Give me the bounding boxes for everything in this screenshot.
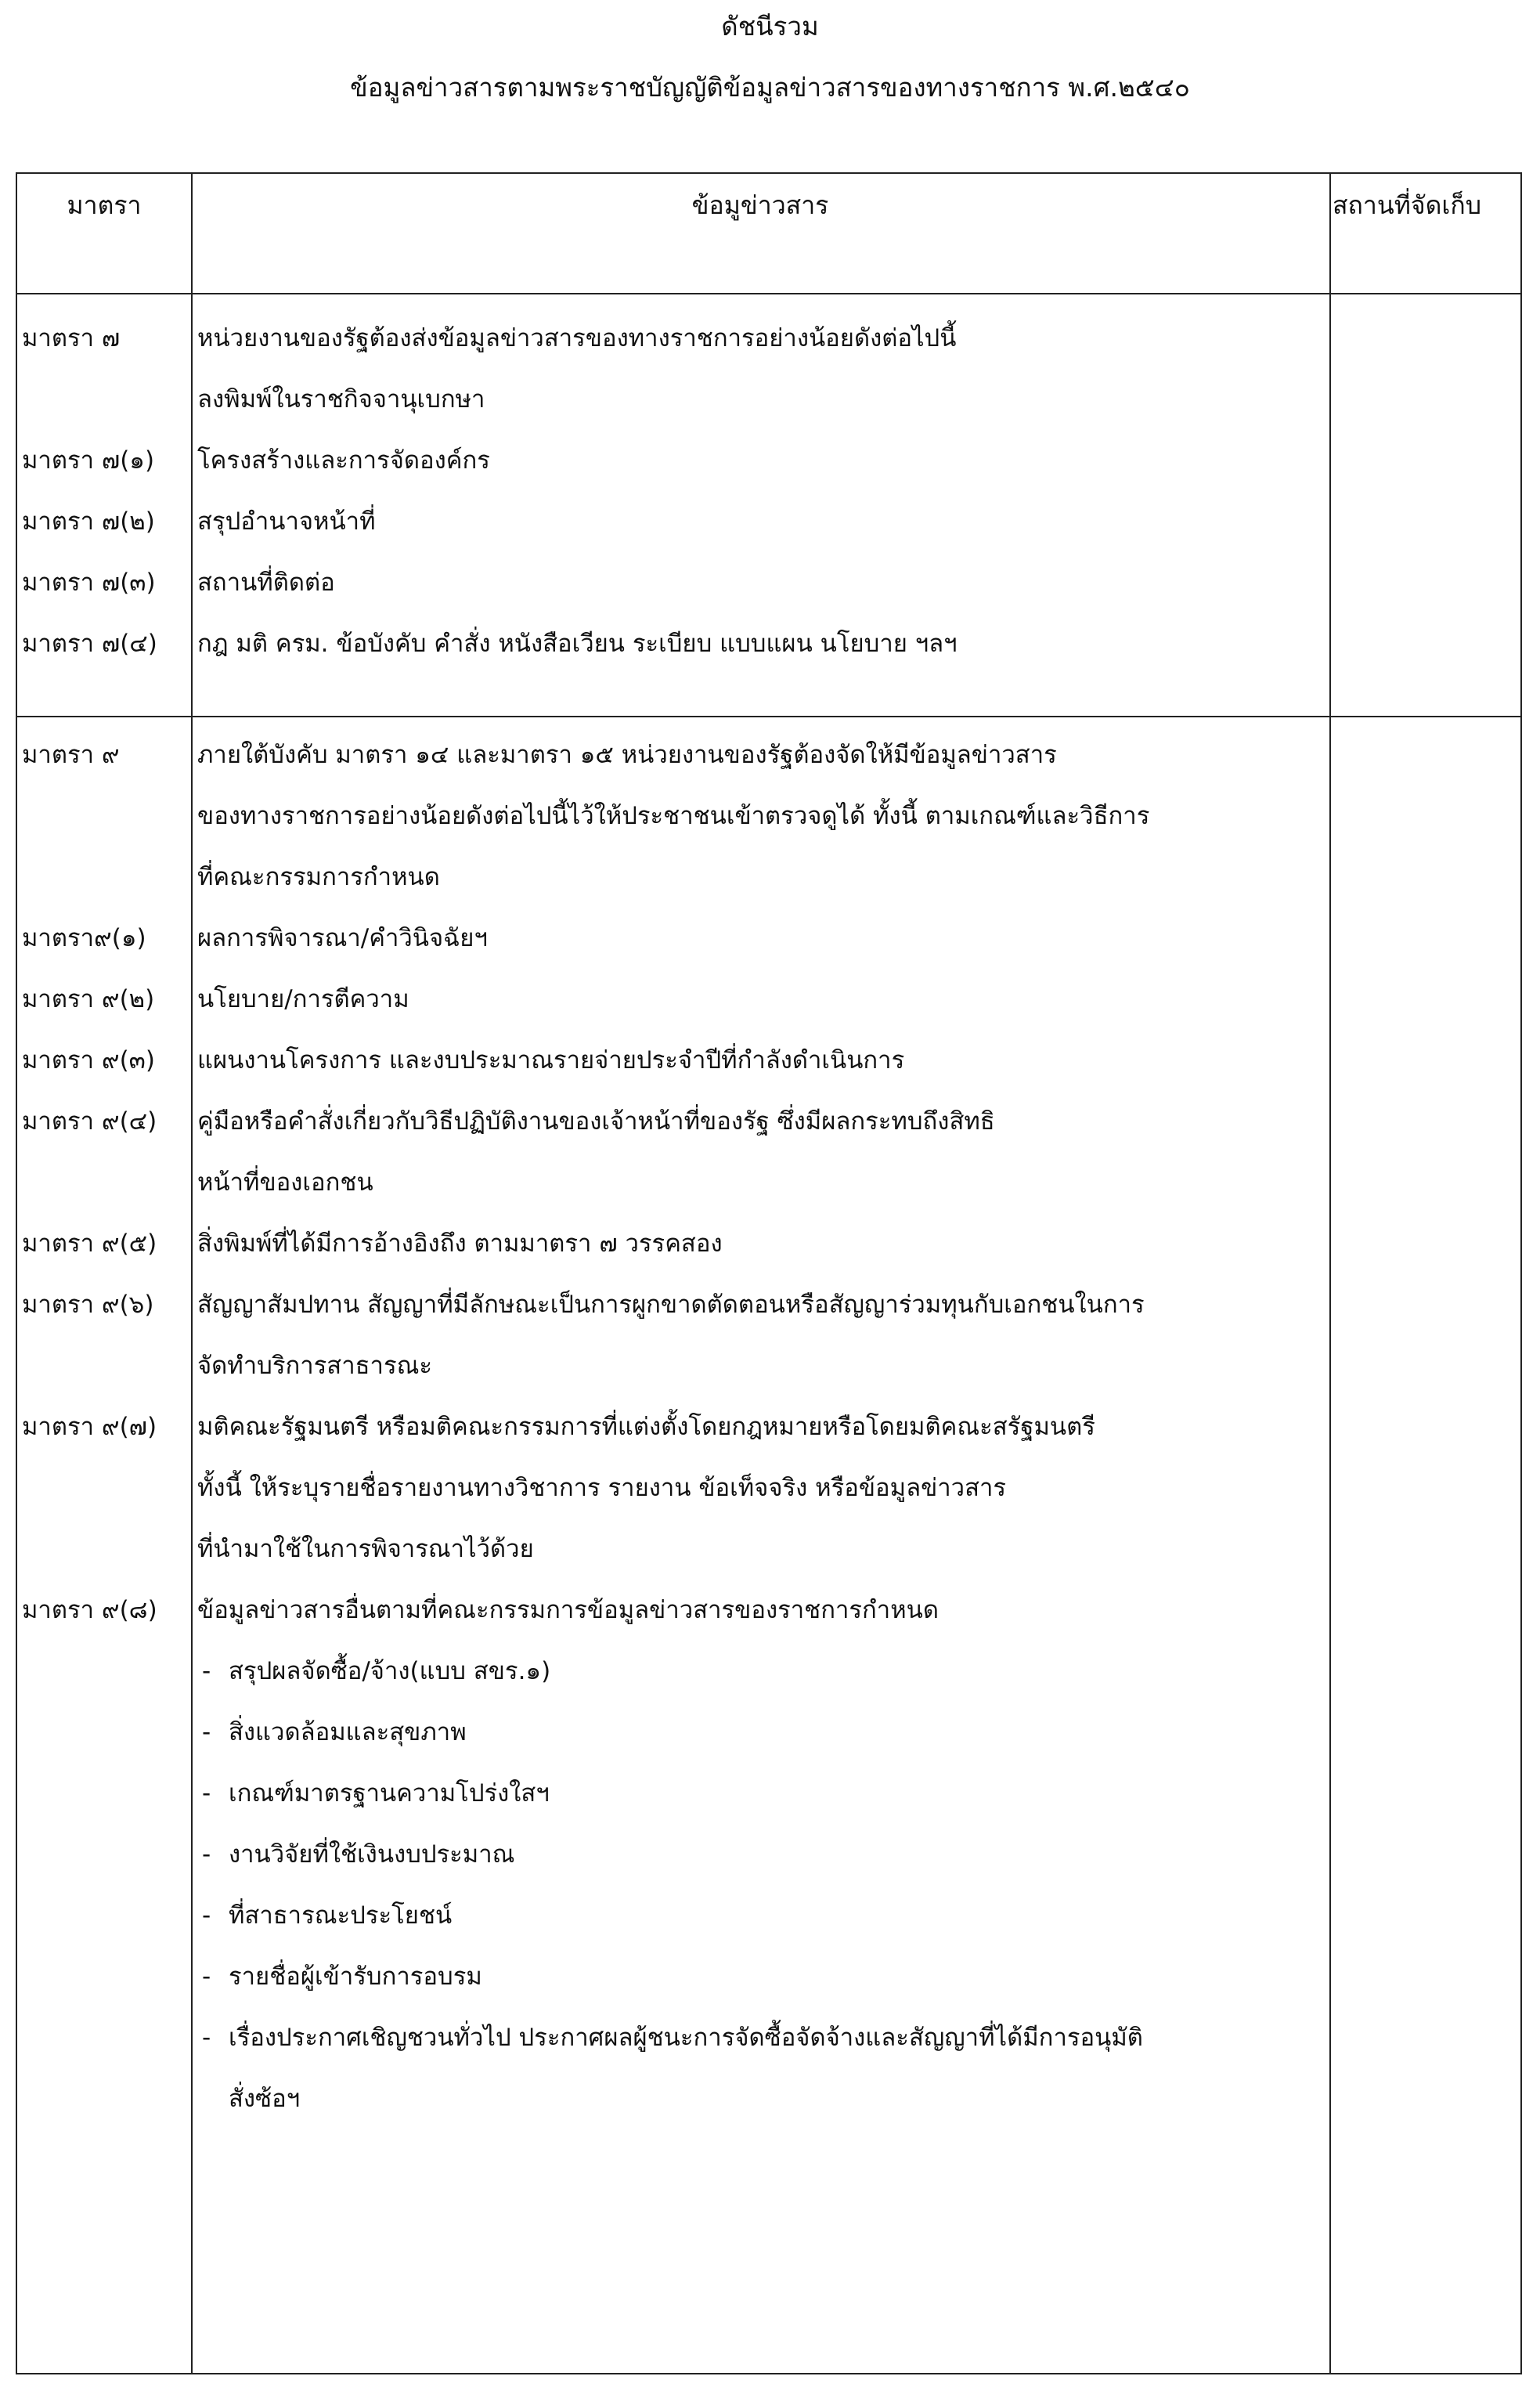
- section-number: มาตรา ๗(๑): [22, 446, 155, 475]
- bullet-dash: -: [202, 1963, 211, 1991]
- information-text: โครงสร้างและการจัดองค์กร: [197, 446, 490, 475]
- bullet-dash: -: [202, 2024, 211, 2052]
- section-number: มาตรา ๗: [22, 324, 121, 352]
- header-divider: [17, 293, 1520, 294]
- information-text: ข้อมูลข่าวสารอื่นตามที่คณะกรรมการข้อมูลข่าวสารของราชการกำหนด: [197, 1596, 939, 1624]
- document-subtitle: ข้อมูลข่าวสารตามพระราชบัญญัติข้อมูลข่าวสารของทางราชการ พ.ศ.๒๕๔๐: [350, 72, 1190, 103]
- bullet-dash: -: [202, 1779, 211, 1807]
- information-text: ที่นำมาใช้ในการพิจารณาไว้ด้วย: [197, 1535, 534, 1563]
- bullet-text: งานวิจัยที่ใช้เงินงบประมาณ: [229, 1840, 515, 1869]
- information-text: มติคณะรัฐมนตรี หรือมติคณะกรรมการที่แต่งตั้งโดยกฎหมายหรือโดยมติคณะสรัฐมนตรี: [197, 1413, 1095, 1441]
- section-number: มาตรา ๙(๔): [22, 1107, 157, 1136]
- section-number: มาตรา ๙(๕): [22, 1230, 157, 1258]
- section-number: มาตรา ๗(๓): [22, 569, 156, 597]
- document-title: ดัชนีรวม: [721, 11, 819, 42]
- information-text: สิ่งพิมพ์ที่ได้มีการอ้างอิงถึง ตามมาตรา ๗ วรรคสอง: [197, 1230, 723, 1258]
- bullet-dash: -: [202, 1840, 211, 1869]
- group-divider: [17, 716, 1520, 717]
- information-text: จัดทำบริการสาธารณะ: [197, 1352, 433, 1380]
- section-number: มาตรา ๙(๒): [22, 985, 155, 1013]
- column-divider-location: [1329, 174, 1331, 2373]
- information-text: หน่วยงานของรัฐต้องส่งข้อมูลข่าวสารของทางราชการอย่างน้อยดังต่อไปนี้: [197, 324, 957, 352]
- section-number: มาตรา ๙(๗): [22, 1413, 157, 1441]
- section-number: มาตรา ๙(๖): [22, 1291, 154, 1319]
- information-text: ทั้งนี้ ให้ระบุรายชื่อรายงานทางวิชาการ รายงาน ข้อเท็จจริง หรือข้อมูลข่าวสาร: [197, 1474, 1007, 1502]
- bullet-text: สรุปผลจัดซื้อ/จ้าง(แบบ สขร.๑): [229, 1657, 551, 1685]
- bullet-text: รายชื่อผู้เข้ารับการอบรม: [229, 1963, 482, 1991]
- column-divider-section: [191, 174, 193, 2373]
- bullet-continuation: สั่งซ้อฯ: [229, 2085, 301, 2113]
- information-text: ลงพิมพ์ในราชกิจจานุเบกษา: [197, 385, 485, 413]
- information-text: ภายใต้บังคับ มาตรา ๑๔ และมาตรา ๑๕ หน่วยงานของรัฐต้องจัดให้มีข้อมูลข่าวสาร: [197, 741, 1057, 769]
- information-text: สัญญาสัมปทาน สัญญาที่มีลักษณะเป็นการผูกขาดตัดตอนหรือสัญญาร่วมทุนกับเอกชนในการ: [197, 1291, 1145, 1319]
- header-section: มาตรา: [67, 190, 142, 220]
- index-table: [16, 172, 1522, 2374]
- header-location: สถานที่จัดเก็บ: [1333, 190, 1481, 220]
- header-information: ข้อมูข่าวสาร: [691, 190, 829, 220]
- bullet-text: ที่สาธารณะประโยชน์: [229, 1901, 453, 1930]
- bullet-text: สิ่งแวดล้อมและสุขภาพ: [229, 1718, 467, 1746]
- section-number: มาตรา ๗(๔): [22, 630, 157, 658]
- bullet-text: เกณฑ์มาตรฐานความโปร่งใสฯ: [229, 1779, 550, 1807]
- bullet-dash: -: [202, 1901, 211, 1930]
- information-text: หน้าที่ของเอกชน: [197, 1168, 373, 1197]
- information-text: ของทางราชการอย่างน้อยดังต่อไปนี้ไว้ให้ประชาชนเข้าตรวจดูได้ ทั้งนี้ ตามเกณฑ์และวิธีการ: [197, 802, 1150, 830]
- information-text: สถานที่ติดต่อ: [197, 569, 335, 597]
- information-text: นโยบาย/การตีความ: [197, 985, 409, 1013]
- information-text: ผลการพิจารณา/คำวินิจฉัยฯ: [197, 924, 488, 952]
- information-text: แผนงานโครงการ และงบประมาณรายจ่ายประจำปีที่กำลังดำเนินการ: [197, 1046, 905, 1074]
- information-text: คู่มือหรือคำสั่งเกี่ยวกับวิธีปฏิบัติงานของเจ้าหน้าที่ของรัฐ ซึ่งมีผลกระทบถึงสิทธิ: [197, 1107, 995, 1136]
- information-text: กฎ มติ ครม. ข้อบังคับ คำสั่ง หนังสือเวียน ระเบียบ แบบแผน นโยบาย ฯลฯ: [197, 630, 958, 658]
- section-number: มาตรา ๗(๒): [22, 507, 155, 536]
- bullet-text: เรื่องประกาศเชิญชวนทั่วไป ประกาศผลผู้ชนะการจัดซื้อจัดจ้างและสัญญาที่ได้มีการอนุมัติ: [229, 2024, 1143, 2052]
- bullet-dash: -: [202, 1657, 211, 1685]
- section-number: มาตรา๙(๑): [22, 924, 146, 952]
- section-number: มาตรา ๙(๓): [22, 1046, 155, 1074]
- section-number: มาตรา ๙: [22, 741, 120, 769]
- bullet-dash: -: [202, 1718, 211, 1746]
- information-text: ที่คณะกรรมการกำหนด: [197, 863, 440, 891]
- information-text: สรุปอำนาจหน้าที่: [197, 507, 376, 536]
- section-number: มาตรา ๙(๘): [22, 1596, 157, 1624]
